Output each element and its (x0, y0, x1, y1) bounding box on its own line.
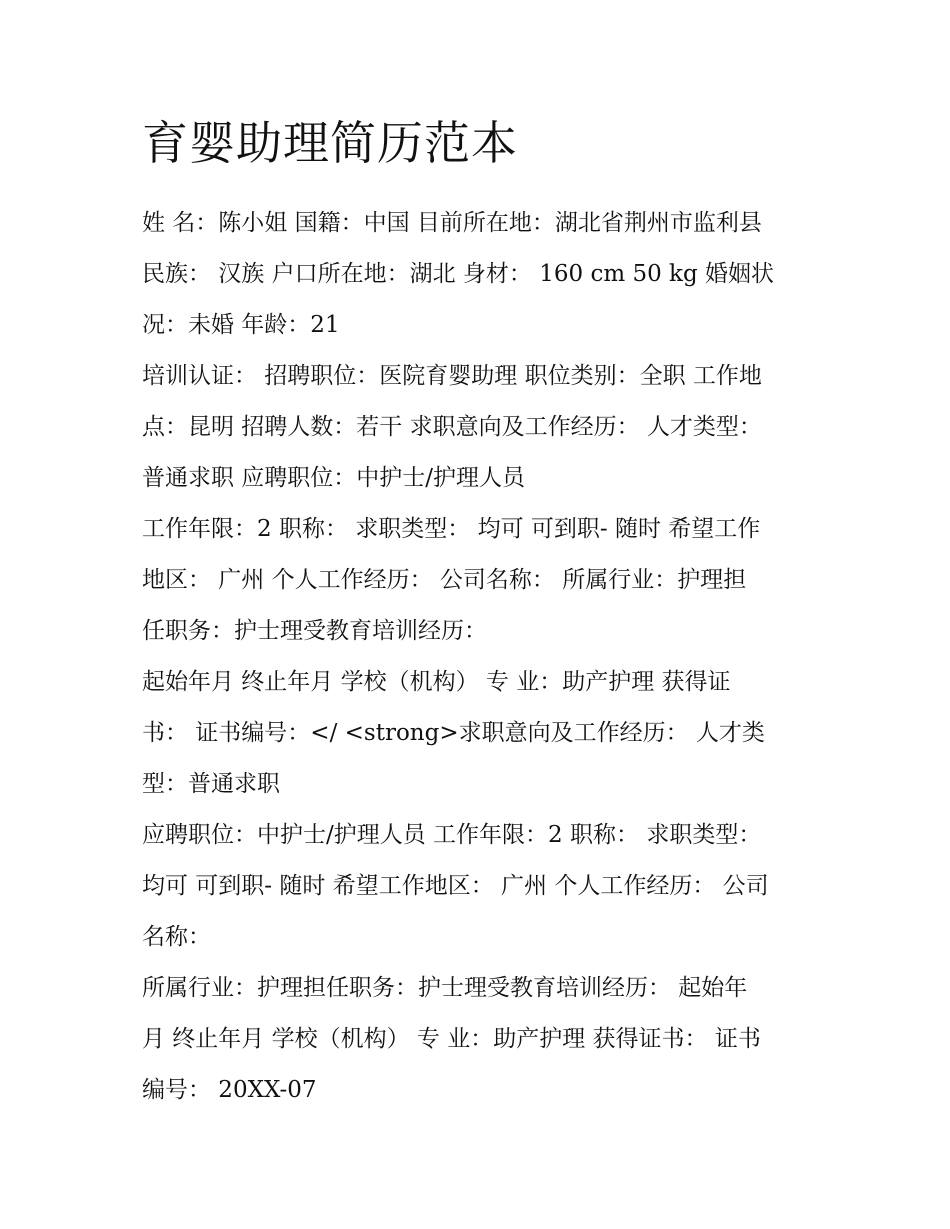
body-line: 月 终止年月 学校（机构） 专 业：助产护理 获得证书： 证书 (142, 1026, 761, 1052)
body-line: 编号： 20XX-07 (142, 1077, 317, 1103)
body-line: 姓 名：陈小姐 国籍：中国 目前所在地：湖北省荆州市监利县 (142, 210, 762, 236)
body-line: 型：普通求职 (142, 771, 280, 797)
body-line: 所属行业：护理担任职务：护士理受教育培训经历： 起始年 (142, 975, 748, 1001)
body-line: 起始年月 终止年月 学校（机构） 专 业：助产护理 获得证 (142, 669, 731, 695)
body-line: 民族： 汉族 户口所在地：湖北 身材： 160 cm 50 kg 婚姻状 (142, 261, 775, 287)
body-line: 工作年限：2 职称： 求职类型： 均可 可到职- 随时 希望工作 (142, 516, 761, 542)
body-line: 点：昆明 招聘人数：若干 求职意向及工作经历： 人才类型： (142, 414, 762, 440)
body-line: 应聘职位：中护士/护理人员 工作年限：2 职称： 求职类型： (142, 822, 762, 848)
document-body (142, 198, 822, 1116)
body-line: 普通求职 应聘职位：中护士/护理人员 (142, 465, 526, 491)
body-line: 培训认证： 招聘职位：医院育婴助理 职位类别：全职 工作地 (142, 363, 762, 389)
body-line: 地区： 广州 个人工作经历： 公司名称： 所属行业：护理担 (142, 567, 747, 593)
body-line: 况：未婚 年龄：21 (142, 312, 340, 338)
body-line: 书： 证书编号：</ <strong>求职意向及工作经历： 人才类 (142, 720, 765, 746)
body-line: 均可 可到职- 随时 希望工作地区： 广州 个人工作经历： 公司 (142, 873, 769, 899)
document-title: 育婴助理简历范本 (142, 116, 518, 170)
body-line: 名称： (142, 924, 211, 950)
body-line: 任职务：护士理受教育培训经历： (142, 618, 487, 644)
